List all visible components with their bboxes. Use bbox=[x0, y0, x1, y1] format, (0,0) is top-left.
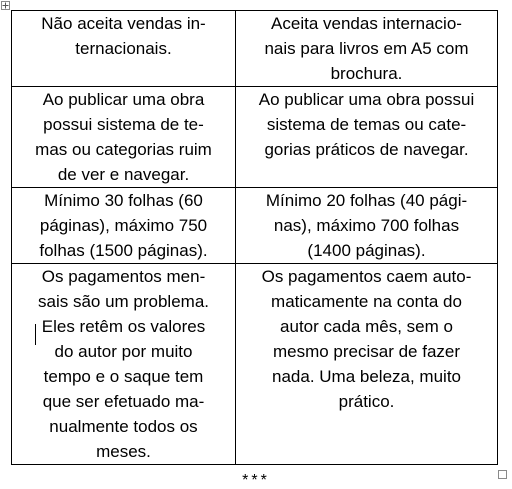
cell-text-line: ternacionais. bbox=[75, 39, 172, 58]
table-row bbox=[12, 87, 498, 188]
cell-text-line: de ver e navegar. bbox=[57, 165, 190, 184]
cell-text-line: páginas), máximo 750 bbox=[39, 216, 208, 235]
table-cell-left[interactable] bbox=[12, 11, 236, 87]
table-cell-right[interactable] bbox=[236, 11, 498, 87]
cell-text-line: Aceita vendas internacio- bbox=[271, 14, 462, 33]
comparison-table bbox=[11, 10, 498, 465]
table-cell-left[interactable] bbox=[12, 188, 236, 264]
table-row bbox=[12, 11, 498, 87]
cell-text-line: meses. bbox=[96, 442, 151, 461]
table-move-handle-icon[interactable] bbox=[1, 1, 10, 10]
cell-text-line: Ao publicar uma obra possui bbox=[258, 90, 475, 109]
cell-text-line: do autor por muito bbox=[54, 342, 193, 361]
cell-text-line: tempo e o saque tem bbox=[43, 367, 204, 386]
table-cell-right[interactable] bbox=[236, 87, 498, 188]
cell-text-line: Os pagamentos caem auto- bbox=[261, 267, 472, 286]
table-cell-left[interactable] bbox=[12, 264, 236, 465]
cell-text-line: mas ou categorias ruim bbox=[35, 140, 212, 159]
cell-text-line: mesmo precisar de fazer bbox=[272, 342, 461, 361]
cell-text-line: folhas (1500 páginas). bbox=[39, 241, 208, 260]
cell-text-line: Não aceita vendas in- bbox=[41, 14, 206, 33]
cell-text-line: Mínimo 30 folhas (60 bbox=[44, 191, 203, 210]
cell-text-line: prático. bbox=[338, 392, 395, 411]
cell-text-line: (1400 páginas). bbox=[307, 241, 426, 260]
cell-text-line: nais para livros em A5 com bbox=[264, 39, 469, 58]
cell-text-line: sais são um problema. bbox=[37, 292, 210, 311]
cell-text-line: nada. Uma beleza, muito bbox=[272, 367, 461, 386]
table-row bbox=[12, 264, 498, 465]
cell-text-line: sistema de temas ou cate- bbox=[266, 115, 467, 134]
cell-text-line: autor cada mês, sem o bbox=[280, 317, 453, 336]
cell-text-line: possui sistema de te- bbox=[43, 115, 204, 134]
cell-text-line: nas), máximo 700 folhas bbox=[273, 216, 460, 235]
cell-text-line: Os pagamentos men- bbox=[41, 267, 206, 286]
cell-text-line: Eles retêm os valores bbox=[41, 317, 206, 336]
text-cursor bbox=[35, 324, 36, 345]
table-row bbox=[12, 188, 498, 264]
cell-text-line: Mínimo 20 folhas (40 pági- bbox=[265, 191, 468, 210]
cell-text-line: nualmente todos os bbox=[49, 417, 198, 436]
table-cell-right[interactable] bbox=[236, 264, 498, 465]
cell-text-line: brochura. bbox=[330, 64, 403, 83]
table-cell-left[interactable] bbox=[12, 87, 236, 188]
table-cell-right[interactable] bbox=[236, 188, 498, 264]
cell-text-line: que ser efetuado ma- bbox=[42, 392, 205, 411]
cell-text-line: maticamente na conta do bbox=[271, 292, 462, 311]
section-separator: *** bbox=[242, 472, 270, 489]
cell-text-line: gorias práticos de navegar. bbox=[264, 140, 469, 159]
cell-text-line: Ao publicar uma obra bbox=[42, 90, 205, 109]
